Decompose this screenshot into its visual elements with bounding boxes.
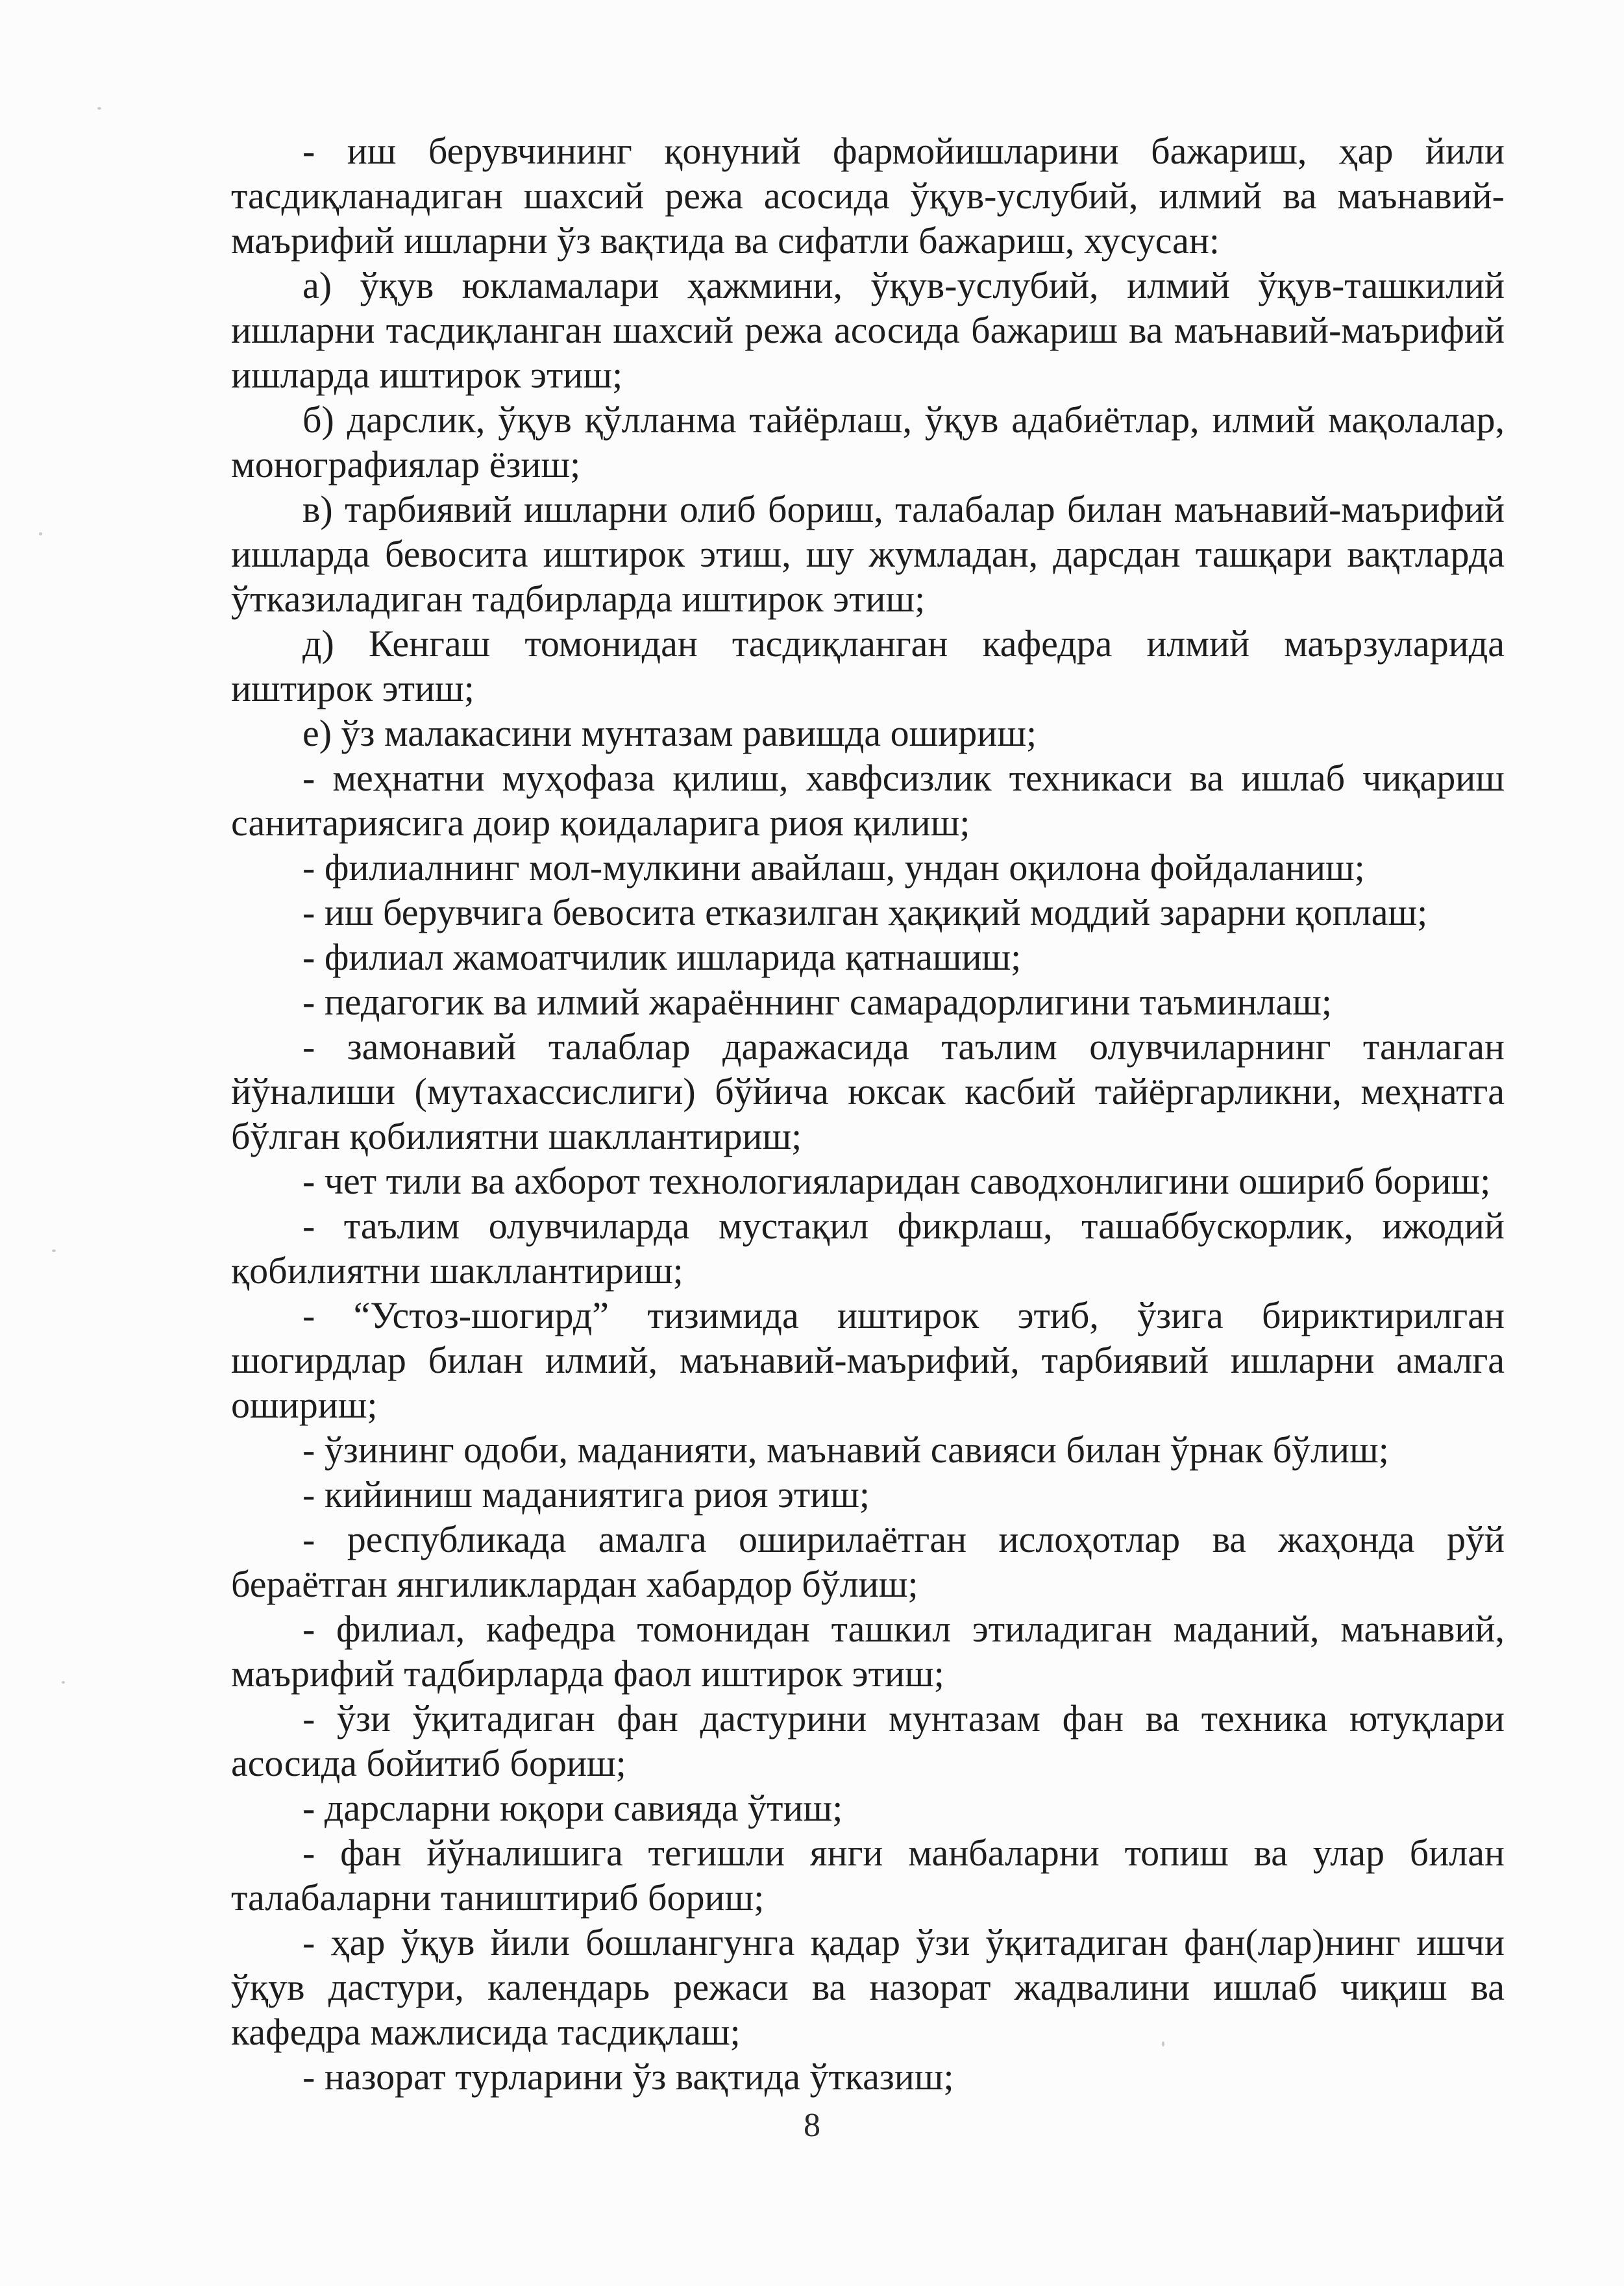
scan-speck: [52, 1249, 56, 1252]
paragraph: - чет тили ва ахборот технологияларидан саводхонлигини ошириб бориш;: [302, 1160, 1491, 1202]
paragraph: - таълим олувчиларда мустақил фикрлаш, ташаббускорлик, ижодий қобилиятни шакллантириш;: [231, 1205, 1505, 1292]
paragraph: - педагогик ва илмий жараённинг самарадорлигини таъминлаш;: [302, 981, 1332, 1023]
scan-speck: [39, 532, 42, 535]
paragraph: - филиал жамоатчилик ишларида қатнашиш;: [302, 936, 1022, 978]
paragraph: е) ўз малакасини мунтазам равишда ошириш;: [302, 712, 1037, 754]
paragraph: - назорат турларини ўз вақтида ўтказиш;: [302, 2056, 954, 2098]
paragraph: б) дарслик, ўқув қўлланма тайёрлаш, ўқув адабиётлар, илмий мақолалар, монографиялар ёзиш;: [231, 399, 1505, 485]
paragraph: - филиалнинг мол-мулкини авайлаш, ундан оқилона фойдаланиш;: [302, 846, 1365, 889]
paragraph: - иш берувчининг қонуний фармойишларини бажариш, ҳар йили тасдиқланадиган шахсий режа асосида ўқув-услубий, илмий ва маънавий-маърифий ишларни ўз вақтида ва сифатли бажариш, хусусан:: [231, 130, 1505, 262]
paragraph: - замонавий талаблар даражасида таълим олувчиларнинг танлаган йўналиши (мутахассислиги) бўйича юксак касбий тайёргарликни, меҳнатга бўлган қобилиятни шакллантириш;: [231, 1026, 1505, 1157]
paragraph: а) ўқув юкламалари ҳажмини, ўқув-услубий, илмий ўқув-ташкилий ишларни тасдиқланган шахсий режа асосида бажариш ва маънавий-маърифий ишларда иштирок этиш;: [231, 264, 1505, 396]
paragraph: - ўзининг одоби, маданияти, маънавий савияси билан ўрнак бўлиш;: [302, 1429, 1389, 1471]
paragraph: - филиал, кафедра томонидан ташкил этиладиган маданий, маънавий, маърифий тадбирларда фаол иштирок этиш;: [231, 1608, 1505, 1695]
paragraph: - ўзи ўқитадиган фан дастурини мунтазам фан ва техника ютуқлари асосида бойитиб бориш;: [231, 1697, 1505, 1784]
paragraph: - фан йўналишига тегишли янги манбаларни топиш ва улар билан талабаларни таништириб бориш;: [231, 1832, 1505, 1919]
document-body: [231, 129, 1505, 2099]
paragraph: - республикада амалга оширилаётган ислоҳотлар ва жаҳонда рўй бераётган янгиликлардан хабардор бўлиш;: [231, 1518, 1505, 1605]
paragraph: - меҳнатни муҳофаза қилиш, хавфсизлик техникаси ва ишлаб чиқариш санитариясига доир қоидаларига риоя қилиш;: [231, 757, 1505, 844]
scan-speck: [97, 107, 101, 110]
paragraph: - дарсларни юқори савияда ўтиш;: [302, 1787, 843, 1829]
scan-speck: [62, 1681, 65, 1684]
paragraph: д) Кенгаш томонидан тасдиқланган кафедра илмий маързуларида иштирок этиш;: [231, 622, 1505, 709]
paragraph: в) тарбиявий ишларни олиб бориш, талабалар билан маънавий-маърифий ишларда бевосита иштирок этиш, шу жумладан, дарсдан ташқари вақтларда ўтказиладиган тадбирларда иштирок этиш;: [231, 488, 1505, 620]
paragraph: - “Устоз-шогирд” тизимида иштирок этиб, ўзига бириктирилган шогирдлар билан илмий, маънавий-маърифий, тарбиявий ишларни амалга ошириш;: [231, 1294, 1505, 1426]
paragraph: - ҳар ўқув йили бошлангунга қадар ўзи ўқитадиган фан(лар)нинг ишчи ўқув дастури, календарь режаси ва назорат жадвалини ишлаб чиқиш ва кафедра мажлисида тасдиқлаш;: [231, 1921, 1505, 2053]
paragraph: - кийиниш маданиятига риоя этиш;: [302, 1473, 870, 1516]
page-number: 8: [804, 2107, 820, 2144]
paragraph: - иш берувчига бевосита етказилган ҳақиқий моддий зарарни қоплаш;: [302, 891, 1428, 933]
